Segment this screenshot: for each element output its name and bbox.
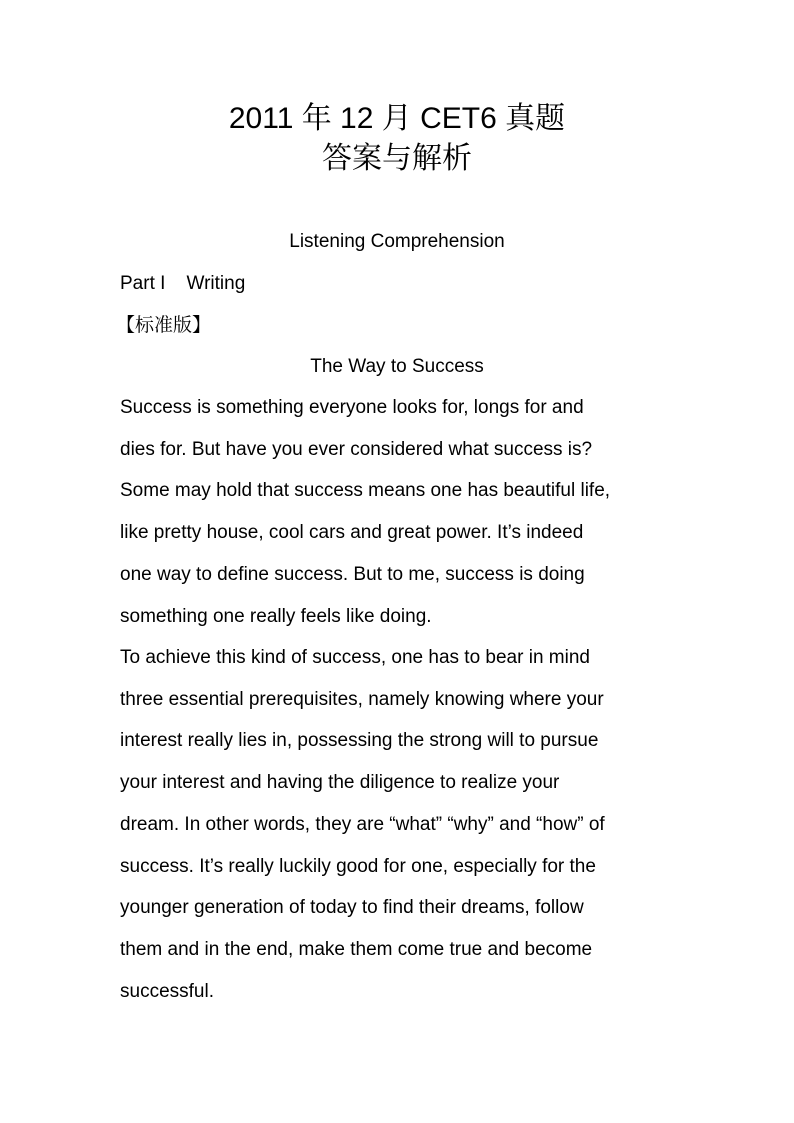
paragraph-line: three essential prerequisites, namely knowing where your (120, 688, 604, 710)
paragraph-line: successful. (120, 980, 214, 1002)
paragraph-line: interest really lies in, possessing the strong will to pursue (120, 730, 599, 752)
document-title-line-2: 答案与解析 (322, 142, 472, 175)
essay-paragraph-2 (120, 637, 680, 1012)
paragraph-line: Some may hold that success means one has beautiful life, (120, 480, 611, 502)
version-label: 【标准版】 (116, 315, 212, 336)
essay-paragraph-1 (120, 387, 680, 637)
section-heading: Listening Comprehension (289, 231, 505, 252)
paragraph-line: success. It’s really luckily good for one, especially for the (120, 855, 596, 877)
paragraph-line: Success is something everyone looks for, longs for and (120, 397, 584, 418)
paragraph-line: younger generation of today to find their dreams, follow (120, 897, 584, 919)
paragraph-line: To achieve this kind of success, one has to bear in mind (120, 647, 590, 668)
paragraph-line: dies for. But have you ever considered what success is? (120, 438, 593, 460)
essay-title: The Way to Success (310, 356, 484, 377)
paragraph-line: something one really feels like doing. (120, 605, 432, 627)
paragraph-line: one way to define success. But to me, success is doing (120, 563, 585, 585)
paragraph-line: dream. In other words, they are “what” “why” and “how” of (120, 813, 605, 835)
part-label: Part I Writing (120, 273, 246, 294)
paragraph-line: like pretty house, cool cars and great power. It’s indeed (120, 522, 584, 544)
paragraph-line: your interest and having the diligence to realize your (120, 772, 560, 794)
paragraph-line: them and in the end, make them come true and become (120, 938, 593, 960)
document-title-line-1: 2011 年 12 月 CET6 真题 (228, 102, 566, 135)
